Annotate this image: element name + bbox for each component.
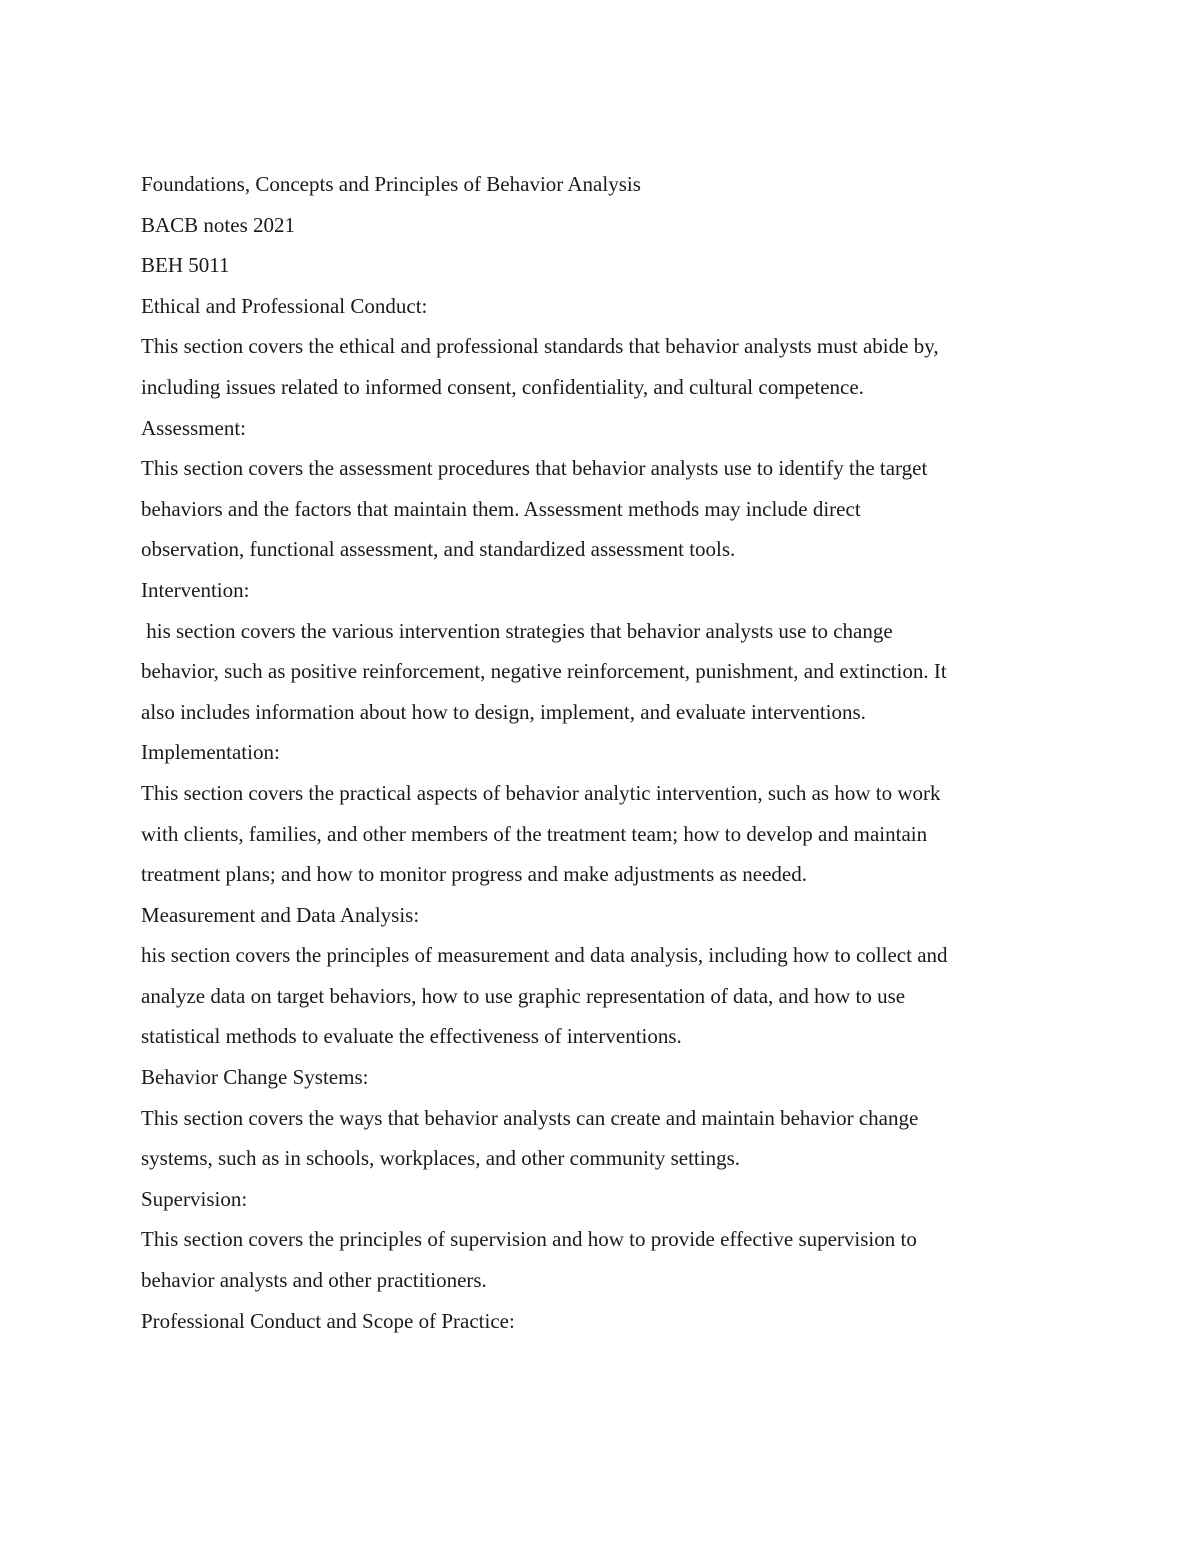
text-line: statistical methods to evaluate the effectiveness of interventions. xyxy=(141,1024,682,1049)
section-heading-implementation: Implementation: xyxy=(141,740,280,765)
text-line: behaviors and the factors that maintain them. Assessment methods may include direct xyxy=(141,496,861,521)
text-line: with clients, families, and other members of the treatment team; how to develop and maintain xyxy=(141,821,928,846)
text-line: also includes information about how to design, implement, and evaluate interventions. xyxy=(141,699,866,724)
section-heading-supervision: Supervision: xyxy=(141,1186,248,1211)
text-line: This section covers the ethical and professional standards that behavior analysts must abide by, xyxy=(141,334,939,359)
text-line: his section covers the various intervention strategies that behavior analysts use to change xyxy=(141,618,893,643)
section-heading-behavior-change: Behavior Change Systems: xyxy=(141,1065,369,1090)
document-body xyxy=(141,164,1061,1341)
text-line: This section covers the principles of supervision and how to provide effective supervision to xyxy=(141,1227,917,1252)
text-line: behavior, such as positive reinforcement, negative reinforcement, punishment, and extinction. It xyxy=(141,659,947,684)
text-line: his section covers the principles of measurement and data analysis, including how to collect and xyxy=(141,943,948,968)
section-heading-intervention: Intervention: xyxy=(141,577,250,602)
text-line: analyze data on target behaviors, how to use graphic representation of data, and how to use xyxy=(141,983,906,1008)
text-line: treatment plans; and how to monitor progress and make adjustments as needed. xyxy=(141,862,808,887)
section-heading-ethical: Ethical and Professional Conduct: xyxy=(141,293,428,318)
text-line: systems, such as in schools, workplaces, and other community settings. xyxy=(141,1146,741,1171)
text-line: This section covers the ways that behavior analysts can create and maintain behavior change xyxy=(141,1105,919,1130)
section-heading-assessment: Assessment: xyxy=(141,415,246,440)
course-code: BEH 5011 xyxy=(141,253,230,278)
document-subtitle: BACB notes 2021 xyxy=(141,212,296,237)
document-title: Foundations, Concepts and Principles of Behavior Analysis xyxy=(141,172,641,196)
text-line: This section covers the assessment procedures that behavior analysts use to identify the target xyxy=(141,456,928,481)
text-line: including issues related to informed consent, confidentiality, and cultural competence. xyxy=(141,374,864,399)
section-heading-professional-conduct: Professional Conduct and Scope of Practice: xyxy=(141,1308,515,1333)
text-line: observation, functional assessment, and standardized assessment tools. xyxy=(141,537,736,562)
section-heading-measurement: Measurement and Data Analysis: xyxy=(141,902,420,927)
text-line: behavior analysts and other practitioners. xyxy=(141,1268,487,1293)
text-line: This section covers the practical aspects of behavior analytic intervention, such as how to work xyxy=(141,780,941,805)
